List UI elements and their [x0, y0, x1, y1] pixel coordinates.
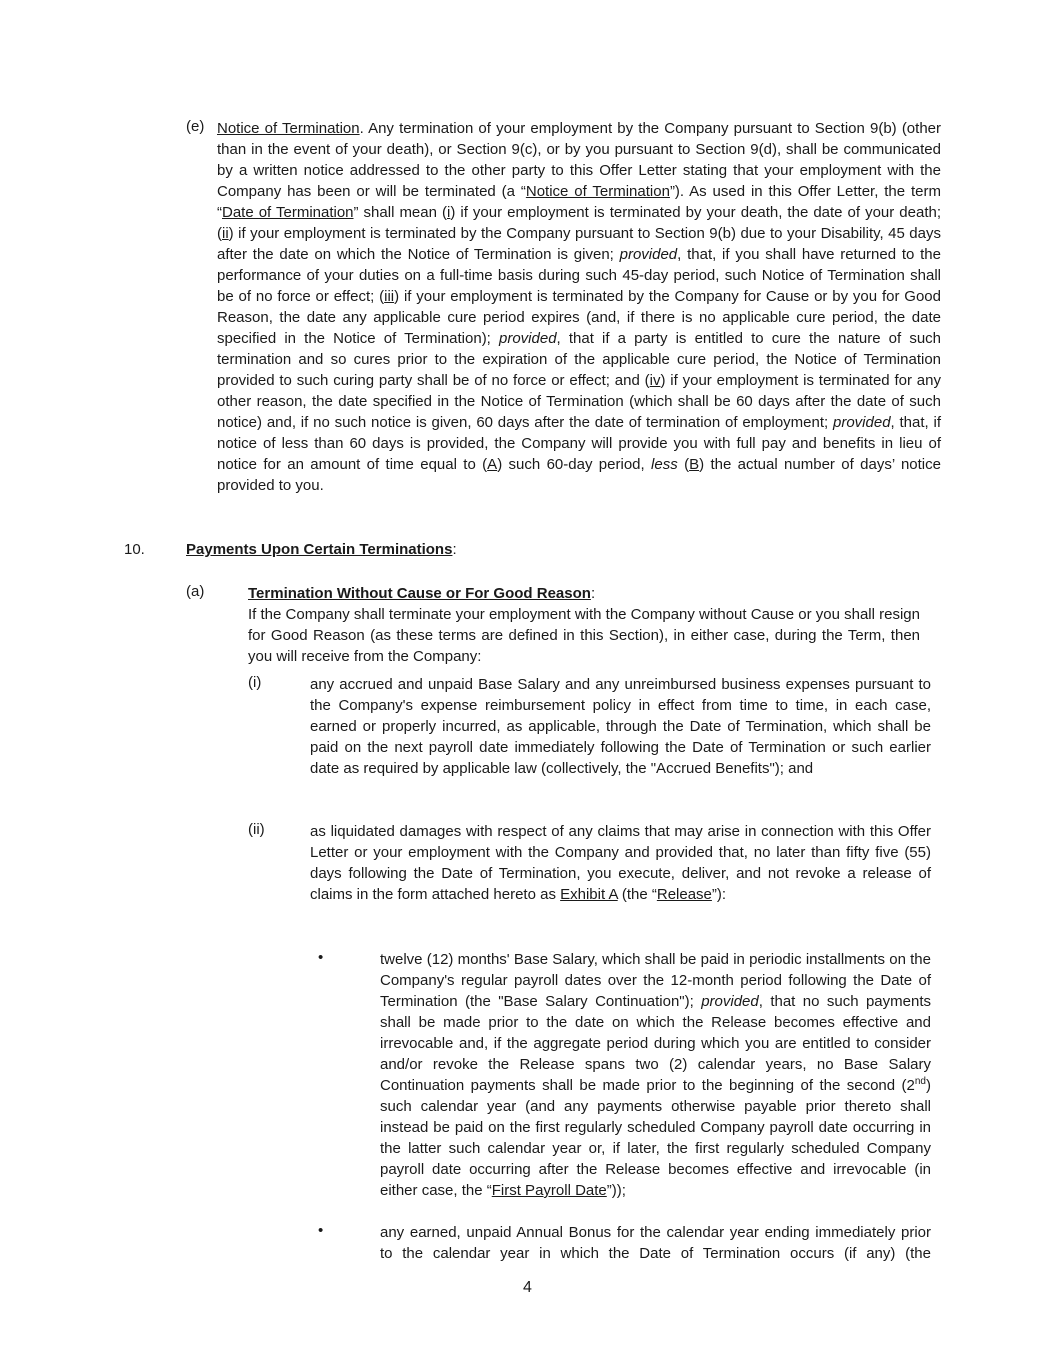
section-number: 10. [124, 541, 145, 558]
defined-term: Notice of Termination [217, 120, 360, 137]
item-label: (i) [248, 674, 262, 691]
ordinal-suffix: nd [914, 1076, 926, 1087]
text-run: any earned, unpaid Annual Bonus for the calendar year ending immediately prior to the calendar year in which the Date of Termination occurs (if any) (the [380, 1224, 931, 1262]
section-title-colon: : [452, 541, 457, 558]
defined-term: Notice of Termination [525, 183, 670, 200]
defined-term: ii [222, 225, 229, 242]
text-run: (the “ [617, 886, 657, 903]
section-9e-notice-of-termination [186, 118, 941, 496]
text-run: ) if your employment is terminated for any other reason, the date specified in the Notice of Termination (which shall be 60 days after the date of such notice) and, if no such notice is given, 60 days after the date of termination of employment; [217, 372, 941, 431]
defined-term: B [689, 456, 700, 473]
bullet-base-salary-continuation [318, 949, 931, 1201]
defined-term: iv [649, 372, 661, 389]
defined-term: First Payroll Date [491, 1182, 607, 1199]
subsection-heading [248, 583, 926, 604]
defined-term: Date of Termination [222, 204, 354, 221]
emphasis: provided [619, 246, 678, 263]
text-run: ( [677, 456, 690, 473]
text-run: , that, if you shall have returned to the performance of your duties on a full-time basis during such 45-day period, such Notice of Termination shall be of no force or effect; ( [217, 246, 941, 305]
text-run: ”)); [606, 1182, 626, 1199]
text-run: ” shall mean ( [353, 204, 447, 221]
defined-term: Exhibit A [560, 886, 618, 903]
emphasis: provided [833, 414, 891, 431]
text-run: ”). As used in this Offer Letter, the term “ [217, 183, 941, 221]
section-label: (e) [186, 118, 205, 135]
item-ii-body [310, 821, 931, 905]
defined-term: A [487, 456, 498, 473]
page-number: 4 [523, 1279, 532, 1296]
bullet-icon: • [318, 949, 324, 966]
section-title [186, 541, 457, 558]
section-title-text: Payments Upon Certain Terminations [186, 541, 453, 558]
bullet-annual-bonus [318, 1222, 931, 1285]
bullet-1-body [380, 949, 931, 1201]
item-ii-liquidated-damages [248, 821, 931, 905]
subsection-intro: If the Company shall terminate your employment with the Company without Cause or you shall resign for Good Reason (as these terms are defined in this Section), in either case, during the Term, then you will receive from the Company: [248, 606, 920, 665]
text-run: ) if your employment is terminated by the Company pursuant to Section 9(b) due to your Disability, 45 days after the date on which the Notice of Termination is given; [217, 225, 941, 263]
subsection-label: (a) [186, 583, 205, 600]
emphasis: provided [499, 330, 557, 347]
item-i-accrued-benefits [248, 674, 931, 779]
subsection-heading-colon: : [590, 585, 596, 602]
text-run: ) such 60-day period, [497, 456, 652, 473]
text-run: ) such calendar year (and any payments otherwise payable prior thereto shall instead be paid on the first regularly scheduled Company payroll date occurring in the latter such calendar year or, if later, the first regularly scheduled Company payroll date occurring after the Release becomes effective and irrevocable (in either case, the “ [380, 1077, 931, 1199]
defined-term: i [447, 204, 451, 221]
item-label: (ii) [248, 821, 265, 838]
text-run: , that no such payments shall be made prior to the date on which the Release becomes effective and irrevocable and, if the aggregate period during which you are entitled to consider and/or revoke the Release spans two (2) calendar years, no Base Salary Continuation payments shall be made prior to the beginning of the second (2 [380, 993, 931, 1094]
text-run: twelve (12) months' Base Salary, which shall be paid in periodic installments on the Company's regular payroll dates over the 12-month period following the Date of Termination (the "Base Salary Continuation"); [380, 951, 931, 1010]
text-run: ) if your employment is terminated by your death, the date of your death; ( [217, 204, 942, 242]
emphasis: less [651, 456, 678, 473]
text-run: ) the actual number of days’ notice provided to you. [217, 456, 941, 494]
text-run: , that if a party is entitled to cure the nature of such termination and so cures prior to the expiration of the applicable cure period, the Notice of Termination provided to such curing party shall be of no force or effect; and ( [217, 330, 942, 389]
defined-term: iii [384, 288, 395, 305]
text-run: ”): [711, 886, 727, 903]
text-run: , that, if notice of less than 60 days is provided, the Company will provide you with full pay and benefits in lieu of notice for an amount of time equal to ( [217, 414, 941, 473]
text-run: as liquidated damages with respect of any claims that may arise in connection with this Offer Letter or your employment with the Company and provided that, no later than fifty five (55) days following the Date of Termination, you execute, deliver, and not revoke a release of claims in the form attached hereto as [310, 823, 931, 903]
section-10a [186, 583, 926, 667]
text-run: ) if your employment is terminated by the Company for Cause or by you for Good Reason, the date any applicable cure period expires (and, if there is no applicable cure period, the date specified in the Notice of Termination); [217, 288, 941, 347]
text-run: any accrued and unpaid Base Salary and any unreimbursed business expenses pursuant to the Company's expense reimbursement policy in effect from time to time, in each case, earned or properly incurred, as applicable, through the Date of Termination, which shall be paid on the next payroll date immediately following the Date of Termination or such earlier date as required by applicable law (collectively, the "Accrued Benefits"); and [310, 676, 931, 777]
bullet-icon: • [318, 1222, 324, 1239]
text-run: . Any termination of your employment by the Company pursuant to Section 9(b) (other than in the event of your death), or Section 9(c), or by you pursuant to Section 9(d), shall be communicated by a written notice addressed to the other party to this Offer Letter stating that your employment with the Company has been or will be terminated (a “ [217, 120, 942, 200]
subsection-heading-text: Termination Without Cause or For Good Reason [248, 585, 591, 602]
bullet-2-body [380, 1222, 931, 1285]
item-i-body [310, 674, 931, 779]
defined-term: Release [656, 886, 712, 903]
section-9e-body [217, 118, 941, 496]
emphasis: provided [701, 993, 759, 1010]
